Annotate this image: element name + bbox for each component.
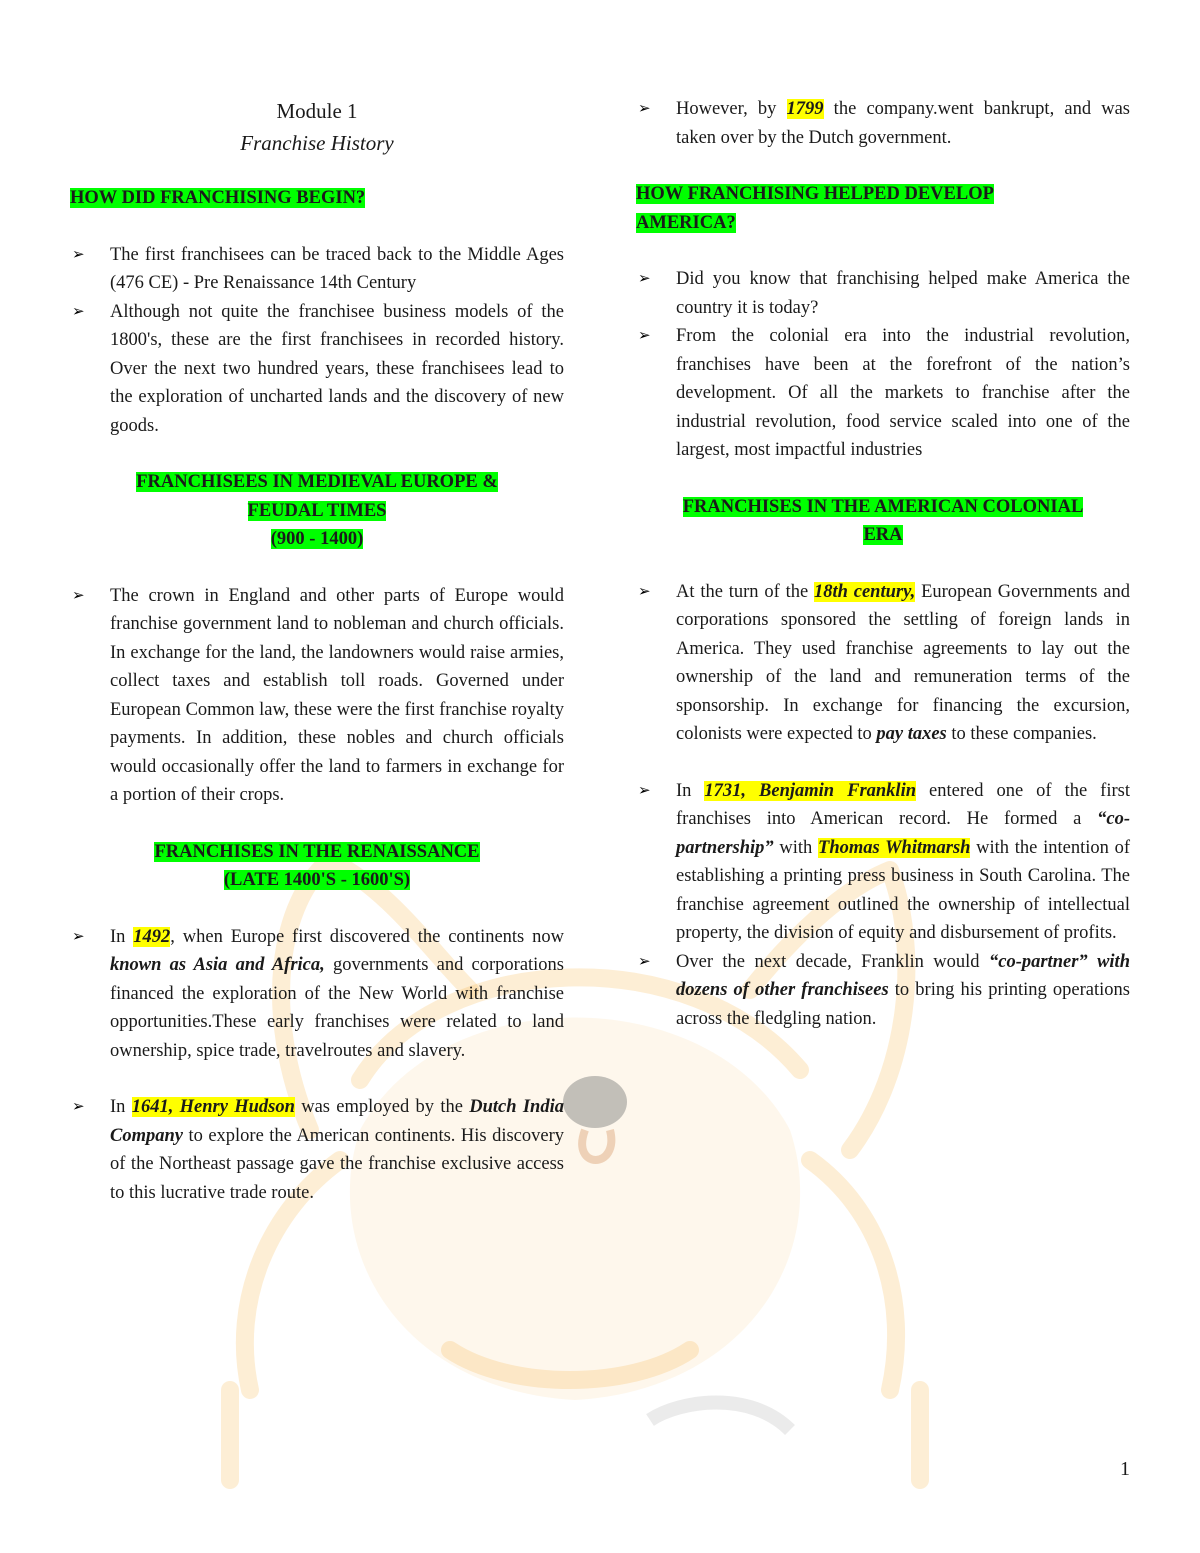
- module-title: Module 1: [276, 99, 358, 123]
- arrow-bullet-icon: ➢: [638, 953, 651, 970]
- left-column: [70, 95, 564, 1207]
- arrow-bullet-icon: ➢: [638, 271, 651, 287]
- list-item: ➢ The crown in England and other parts of Europe would franchise government land to nobleman and church officials. In exchange for the land, the landowners would raise armies, collect taxes and establish toll roads. Governed under European Common law, these were the first franchise royalty payments. In addition, these nobles and church officials would occasionally offer the land to farmers in exchange for a portion of their crops.: [70, 582, 564, 810]
- right-column: [636, 95, 1130, 1033]
- arrow-bullet-icon: ➢: [638, 101, 651, 117]
- module-subtitle: Franchise History: [240, 131, 394, 155]
- bullet-list: [636, 95, 1130, 152]
- heading-american-colonial-era: FRANCHISES IN THE AMERICAN COLONIAL ERA: [682, 496, 1084, 545]
- arrow-bullet-icon: ➢: [638, 782, 651, 799]
- list-item: ➢ The first franchisees can be traced back to the Middle Ages (476 CE) - Pre Renaissance 14th Century: [70, 241, 564, 298]
- arrow-bullet-icon: ➢: [72, 587, 85, 604]
- bullet-list: [70, 923, 564, 1208]
- arrow-bullet-icon: ➢: [72, 928, 85, 945]
- bullet-list: [636, 578, 1130, 1034]
- list-item: ➢ Over the next decade, Franklin would “co-partner” with dozens of other franchisees to bring his printing operations across the fledgling nation.: [636, 948, 1130, 1034]
- arrow-bullet-icon: ➢: [72, 246, 85, 263]
- arrow-bullet-icon: ➢: [638, 583, 651, 600]
- list-item: ➢ Although not quite the franchisee business models of the 1800's, these are the first franchisees in recorded history. Over the next two hundred years, these franchisees lead to the exploration of uncharted lands and the discovery of new goods.: [70, 298, 564, 441]
- list-item: ➢ Did you know that franchising helped make America the country it is today?: [636, 265, 1130, 322]
- bullet-list: [636, 265, 1130, 465]
- heading-medieval-europe: FRANCHISEES IN MEDIEVAL EUROPE & FEUDAL TIMES (900 - 1400): [136, 472, 498, 549]
- list-item: ➢ In 1731, Benjamin Franklin entered one of the first franchises into American record. He formed a “co-partnership” with Thomas Whitmarsh with the intention of establishing a printing press business in South Carolina. The franchise agreement outlined the ownership of intellectual property, the division of equity and disbursement of profits.: [636, 777, 1130, 948]
- list-item: ➢ However, by 1799 the company.went bankrupt, and was taken over by the Dutch government.: [636, 95, 1130, 152]
- heading-renaissance: FRANCHISES IN THE RENAISSANCE (LATE 1400'S - 1600'S): [154, 841, 480, 890]
- arrow-bullet-icon: ➢: [72, 303, 85, 320]
- list-item: ➢ In 1641, Henry Hudson was employed by the Dutch India Company to explore the American continents. His discovery of the Northeast passage gave the franchise exclusive access to this lucrative trade route.: [70, 1093, 564, 1207]
- bullet-list: [70, 241, 564, 441]
- list-item: ➢ From the colonial era into the industrial revolution, franchises have been at the forefront of the nation’s development. Of all the markets to franchise after the industrial revolution, food service scaled into one of the largest, most impactful industries: [636, 322, 1130, 465]
- heading-helped-develop-america: HOW FRANCHISING HELPED DEVELOP AMERICA?: [636, 184, 994, 233]
- list-item: ➢ In 1492, when Europe first discovered the continents now known as Asia and Africa, governments and corporations financed the exploration of the New World with franchise opportunities.These early franchises were related to land ownership, spice trade, travelroutes and slavery.: [70, 923, 564, 1066]
- page-number: 1: [1120, 1458, 1130, 1480]
- heading-how-did-franchising-begin: HOW DID FRANCHISING BEGIN?: [70, 188, 366, 208]
- list-item: ➢ At the turn of the 18th century, European Governments and corporations sponsored the settling of foreign lands in America. They used franchise agreements to lay out the ownership of the land and remuneration terms of the sponsorship. In exchange for financing the excursion, colonists were expected to pay taxes to these companies.: [636, 578, 1130, 749]
- arrow-bullet-icon: ➢: [72, 1099, 85, 1115]
- arrow-bullet-icon: ➢: [638, 328, 651, 344]
- bullet-list: [70, 582, 564, 810]
